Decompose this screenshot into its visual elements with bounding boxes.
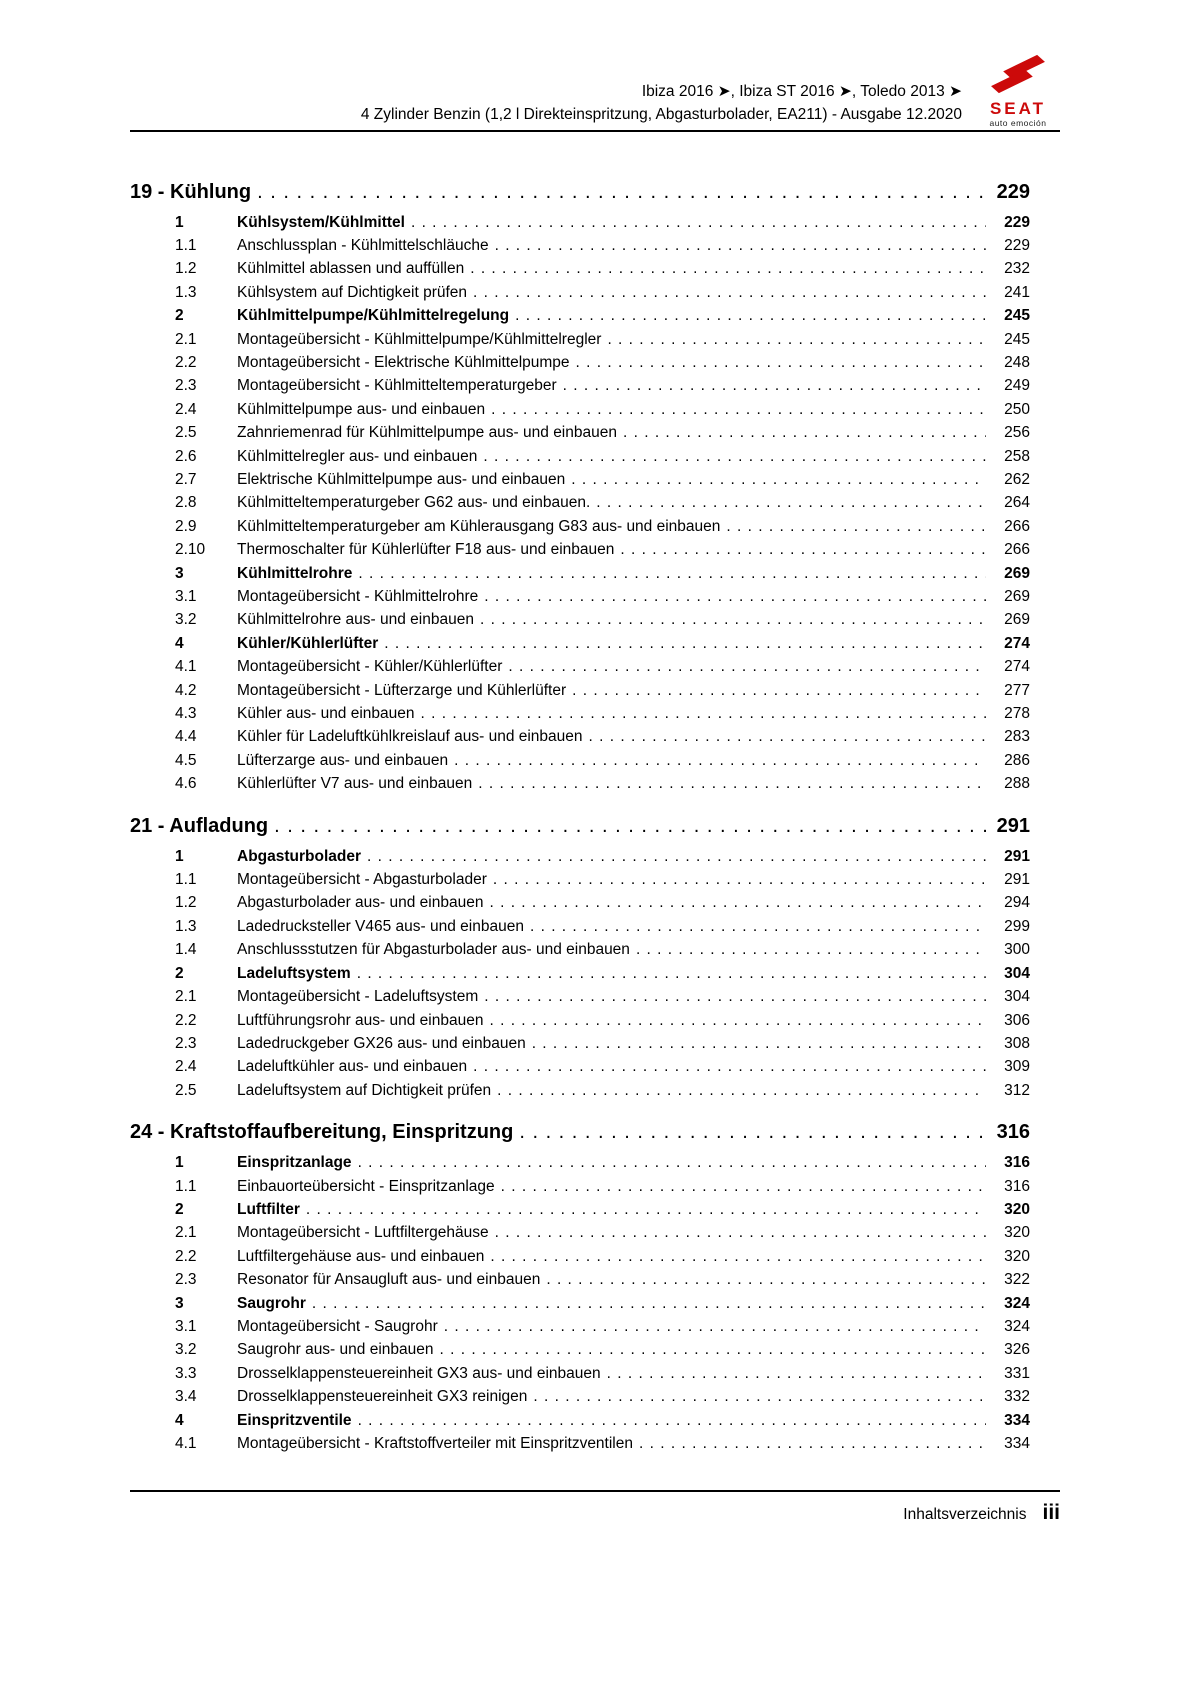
toc-entry	[130, 1268, 1060, 1291]
entry-number: 4.5	[175, 751, 197, 769]
toc-entry	[130, 1338, 1060, 1361]
toc-entry	[130, 538, 1060, 561]
seat-tagline-text: auto emoción	[989, 118, 1047, 128]
entry-page: 320	[1004, 1247, 1030, 1265]
toc-entry	[130, 655, 1060, 678]
entry-dot-leader	[473, 281, 986, 304]
entry-number: 1	[175, 1154, 184, 1172]
toc-entry	[130, 351, 1060, 374]
entry-number: 4.4	[175, 728, 197, 746]
entry-dot-leader	[576, 351, 986, 374]
entry-page: 266	[1004, 541, 1030, 559]
chapter-entries	[130, 211, 1060, 796]
toc-entry	[130, 1432, 1060, 1455]
entry-title: Elektrische Kühlmittelpumpe aus- und einbauen	[237, 470, 566, 488]
entry-page: 322	[1004, 1271, 1030, 1289]
entry-number: 2.10	[175, 541, 206, 559]
toc-entry	[130, 632, 1060, 655]
entry-dot-leader	[495, 1221, 986, 1244]
entry-dot-leader	[533, 1385, 986, 1408]
entry-page: 274	[1004, 634, 1030, 652]
entry-number: 3.4	[175, 1388, 197, 1406]
entry-title: Montageübersicht - Saugrohr	[237, 1317, 438, 1335]
entry-dot-leader	[312, 1292, 986, 1315]
entry-number: 2.5	[175, 1081, 197, 1099]
toc-chapter-heading	[130, 1119, 1060, 1146]
toc-entry	[130, 938, 1060, 961]
entry-dot-leader	[411, 211, 986, 234]
entry-title: Montageübersicht - Luftfiltergehäuse	[237, 1224, 489, 1242]
toc-entry	[130, 1245, 1060, 1268]
entry-number: 2.3	[175, 1271, 197, 1289]
toc-chapter-heading	[130, 813, 1060, 840]
chapter-dot-leader	[257, 179, 986, 206]
entry-page: 309	[1004, 1058, 1030, 1076]
entry-dot-leader	[623, 421, 986, 444]
entry-title: Ladeluftsystem	[237, 964, 351, 982]
toc-entry	[130, 1032, 1060, 1055]
entry-title: Abgasturbolader	[237, 847, 362, 865]
entry-number: 1.4	[175, 941, 197, 959]
entry-number: 1.2	[175, 260, 197, 278]
entry-number: 3.3	[175, 1364, 197, 1382]
entry-page: 269	[1004, 564, 1030, 582]
entry-page: 320	[1004, 1224, 1030, 1242]
entry-page: 278	[1004, 705, 1030, 723]
chapter-title: 19 - Kühlung	[130, 180, 252, 203]
entry-dot-leader	[571, 468, 986, 491]
entry-title: Anschlussplan - Kühlmittelschläuche	[237, 236, 489, 254]
toc-entry	[130, 445, 1060, 468]
toc-entry	[130, 679, 1060, 702]
entry-page: 312	[1004, 1081, 1030, 1099]
entry-number: 1.1	[175, 236, 197, 254]
entry-page: 306	[1004, 1011, 1030, 1029]
entry-number: 1	[175, 847, 184, 865]
toc-entry	[130, 1409, 1060, 1432]
entry-dot-leader	[563, 374, 986, 397]
entry-page: 241	[1004, 283, 1030, 301]
toc-entry	[130, 562, 1060, 585]
entry-page: 245	[1004, 307, 1030, 325]
entry-dot-leader	[639, 1432, 986, 1455]
toc-chapter-heading	[130, 179, 1060, 206]
toc-entry	[130, 1292, 1060, 1315]
toc-chapter	[130, 179, 1060, 796]
entry-number: 2	[175, 1200, 184, 1218]
entry-title: Kühlsystem/Kühlmittel	[237, 213, 405, 231]
entry-title: Kühlmittelregler aus- und einbauen	[237, 447, 478, 465]
toc-entry	[130, 845, 1060, 868]
toc-entry	[130, 1055, 1060, 1078]
toc-entry	[130, 304, 1060, 327]
entry-page: 269	[1004, 588, 1030, 605]
toc-entry	[130, 211, 1060, 234]
toc-entry	[130, 1079, 1060, 1102]
entry-number: 3.1	[175, 588, 197, 605]
toc-entry	[130, 281, 1060, 304]
entry-dot-leader	[489, 891, 986, 914]
entry-number: 4.1	[175, 658, 197, 676]
entry-dot-leader	[636, 938, 986, 961]
entry-page: 326	[1004, 1341, 1030, 1359]
entry-number: 2.9	[175, 517, 197, 535]
entry-title: Montageübersicht - Kühlmitteltemperaturgeber	[237, 377, 557, 395]
entry-title: Ladeluftsystem auf Dichtigkeit prüfen	[237, 1081, 492, 1099]
entry-dot-leader	[508, 655, 986, 678]
entry-dot-leader	[358, 562, 986, 585]
toc-entry	[130, 585, 1060, 608]
entry-dot-leader	[484, 985, 986, 1008]
entry-page: 332	[1004, 1388, 1030, 1406]
entry-title: Saugrohr aus- und einbauen	[237, 1341, 434, 1359]
toc-entry	[130, 468, 1060, 491]
chapter-title: 24 - Kraftstoffaufbereitung, Einspritzung	[130, 1121, 514, 1144]
entry-title: Montageübersicht - Kühlmittelpumpe/Kühlmittelregler	[237, 330, 602, 348]
entry-number: 4	[175, 634, 184, 652]
entry-title: Kühlsystem auf Dichtigkeit prüfen	[237, 283, 468, 301]
entry-number: 4.3	[175, 705, 197, 723]
toc-entry	[130, 702, 1060, 725]
entry-number: 2.4	[175, 400, 197, 418]
entry-page: 269	[1004, 611, 1030, 629]
toc-entry	[130, 868, 1060, 891]
entry-dot-leader	[572, 679, 986, 702]
chapter-title: 21 - Aufladung	[130, 814, 269, 837]
entry-number: 1.2	[175, 894, 197, 912]
header-models-line: Ibiza 2016 ➤, Ibiza ST 2016 ➤, Toledo 2013 ➤	[641, 82, 962, 100]
toc-entry	[130, 1315, 1060, 1338]
entry-number: 3.2	[175, 1341, 197, 1359]
entry-number: 1.1	[175, 871, 197, 889]
entry-dot-leader	[490, 1245, 986, 1268]
entry-dot-leader	[515, 304, 986, 327]
toc-entry	[130, 1198, 1060, 1221]
entry-title: Montageübersicht - Kühler/Kühlerlüfter	[237, 658, 503, 676]
entry-number: 2.8	[175, 494, 197, 512]
entry-title: Einspritzanlage	[237, 1154, 352, 1172]
entry-page: 334	[1004, 1435, 1030, 1452]
chapter-dot-leader	[519, 1119, 986, 1146]
entry-page: 288	[1004, 775, 1030, 793]
entry-page: 320	[1004, 1200, 1030, 1218]
toc-entry	[130, 421, 1060, 444]
entry-title: Kühlmitteltemperaturgeber G62 aus- und einbauen.	[237, 494, 591, 512]
toc-entry	[130, 891, 1060, 914]
entry-number: 3.2	[175, 611, 197, 629]
entry-page: 291	[1004, 871, 1030, 889]
entry-page: 304	[1004, 964, 1030, 982]
entry-page: 258	[1004, 447, 1030, 465]
entry-dot-leader	[589, 725, 986, 748]
entry-number: 2.5	[175, 424, 197, 442]
entry-title: Saugrohr	[237, 1294, 306, 1312]
chapter-entries	[130, 845, 1060, 1102]
page-footer	[130, 1490, 1060, 1525]
entry-dot-leader	[478, 772, 986, 795]
entry-number: 1.3	[175, 917, 197, 935]
entry-title: Kühlmittelpumpe/Kühlmittelregelung	[237, 307, 510, 325]
entry-number: 2.2	[175, 353, 197, 371]
chapter-page: 316	[996, 1121, 1030, 1144]
entry-page: 294	[1004, 894, 1030, 912]
entry-dot-leader	[491, 398, 986, 421]
toc-entry	[130, 985, 1060, 1008]
entry-page: 248	[1004, 353, 1030, 371]
entry-page: 316	[1004, 1177, 1030, 1195]
toc-entry	[130, 1385, 1060, 1408]
page-header	[130, 54, 1060, 130]
entry-dot-leader	[607, 328, 986, 351]
entry-title: Einspritzventile	[237, 1411, 352, 1429]
toc-entry	[130, 1362, 1060, 1385]
entry-page: 299	[1004, 917, 1030, 935]
entry-title: Abgasturbolader aus- und einbauen	[237, 894, 484, 912]
entry-page: 316	[1004, 1154, 1030, 1172]
entry-title: Einbauorteübersicht - Einspritzanlage	[237, 1177, 495, 1195]
entry-page: 286	[1004, 751, 1030, 769]
entry-number: 4	[175, 1411, 184, 1429]
entry-title: Kühlmittel ablassen und auffüllen	[237, 260, 465, 278]
entry-page: 229	[1004, 236, 1030, 254]
entry-page: 277	[1004, 681, 1030, 699]
entry-title: Montageübersicht - Abgasturbolader	[237, 871, 487, 889]
toc-entry	[130, 374, 1060, 397]
chapter-dot-leader	[274, 813, 986, 840]
entry-dot-leader	[495, 234, 986, 257]
toc-entry	[130, 772, 1060, 795]
entry-dot-leader	[439, 1338, 986, 1361]
entry-title: Ladeluftkühler aus- und einbauen	[237, 1058, 468, 1076]
entry-number: 2.3	[175, 377, 197, 395]
entry-title: Luftführungsrohr aus- und einbauen	[237, 1011, 484, 1029]
entry-number: 2.1	[175, 988, 197, 1006]
entry-title: Luftfilter	[237, 1200, 300, 1218]
entry-title: Anschlussstutzen für Abgasturbolader aus- und einbauen	[237, 941, 630, 959]
entry-number: 2	[175, 964, 184, 982]
entry-dot-leader	[607, 1362, 986, 1385]
entry-page: 256	[1004, 424, 1030, 442]
entry-page: 266	[1004, 517, 1030, 535]
entry-dot-leader	[454, 749, 986, 772]
entry-number: 1	[175, 213, 184, 231]
entry-title: Kühler/Kühlerlüfter	[237, 634, 379, 652]
entry-title: Kühler aus- und einbauen	[237, 705, 415, 723]
footer-label: Inhaltsverzeichnis	[903, 1506, 1027, 1523]
seat-s-icon	[990, 54, 1046, 98]
toc-entry	[130, 257, 1060, 280]
seat-brand-text: SEAT	[989, 99, 1047, 118]
chapter-entries	[130, 1151, 1060, 1455]
entry-page: 308	[1004, 1034, 1030, 1052]
entry-title: Kühlmitteltemperaturgeber am Kühlerausgang G83 aus- und einbauen	[237, 517, 721, 535]
entry-number: 3	[175, 564, 184, 582]
toc-chapter	[130, 1119, 1060, 1455]
header-engine-line: 4 Zylinder Benzin (1,2 l Direkteinspritzung, Abgasturbolader, EA211) - Ausgabe 12.2020	[360, 105, 962, 123]
header-text-block	[361, 80, 962, 126]
toc-entry	[130, 1221, 1060, 1244]
entry-number: 3.1	[175, 1317, 197, 1335]
entry-dot-leader	[546, 1268, 986, 1291]
entry-title: Montageübersicht - Lüfterzarge und Kühlerlüfter	[237, 681, 567, 699]
entry-dot-leader	[480, 608, 986, 631]
entry-dot-leader	[470, 257, 986, 280]
chapter-page: 229	[996, 180, 1030, 203]
entry-page: 334	[1004, 1411, 1030, 1429]
entry-page: 324	[1004, 1294, 1030, 1312]
entry-page: 274	[1004, 658, 1030, 676]
toc-entry	[130, 398, 1060, 421]
entry-title: Montageübersicht - Kraftstoffverteiler mit Einspritzventilen	[237, 1435, 633, 1452]
entry-page: 262	[1004, 470, 1030, 488]
entry-dot-leader	[726, 515, 986, 538]
entry-title: Thermoschalter für Kühlerlüfter F18 aus- und einbauen	[237, 541, 615, 559]
entry-number: 2.4	[175, 1058, 197, 1076]
entry-dot-leader	[493, 868, 986, 891]
entry-page: 229	[1004, 213, 1030, 231]
entry-dot-leader	[473, 1055, 986, 1078]
entry-page: 331	[1004, 1364, 1030, 1382]
entry-dot-leader	[384, 632, 986, 655]
toc-entry	[130, 608, 1060, 631]
entry-title: Kühlerlüfter V7 aus- und einbauen	[237, 775, 473, 793]
entry-number: 1.1	[175, 1177, 197, 1195]
toc-entry	[130, 725, 1060, 748]
toc-entry	[130, 962, 1060, 985]
toc-entry	[130, 749, 1060, 772]
entry-page: 300	[1004, 941, 1030, 959]
toc-entry	[130, 515, 1060, 538]
entry-dot-leader	[357, 962, 986, 985]
entry-number: 2.3	[175, 1034, 197, 1052]
entry-title: Kühler für Ladeluftkühlkreislauf aus- und einbauen	[237, 728, 583, 746]
entry-dot-leader	[444, 1315, 986, 1338]
entry-number: 4.6	[175, 775, 197, 793]
entry-page: 291	[1004, 847, 1030, 865]
toc-entry	[130, 915, 1060, 938]
entry-dot-leader	[421, 702, 986, 725]
entry-number: 1.3	[175, 283, 197, 301]
entry-number: 2.2	[175, 1011, 197, 1029]
entry-title: Montageübersicht - Ladeluftsystem	[237, 988, 479, 1006]
entry-dot-leader	[483, 445, 986, 468]
entry-page: 304	[1004, 988, 1030, 1006]
entry-title: Ladedrucksteller V465 aus- und einbauen	[237, 917, 524, 935]
toc-entry	[130, 1009, 1060, 1032]
entry-dot-leader	[620, 538, 986, 561]
entry-title: Montageübersicht - Kühlmittelrohre	[237, 588, 479, 605]
entry-number: 3	[175, 1294, 184, 1312]
entry-dot-leader	[489, 1009, 986, 1032]
entry-dot-leader	[358, 1151, 986, 1174]
toc-entry	[130, 1175, 1060, 1198]
footer-page-number: iii	[1042, 1501, 1060, 1524]
entry-page: 245	[1004, 330, 1030, 348]
toc-entry	[130, 1151, 1060, 1174]
toc-entry	[130, 328, 1060, 351]
entry-page: 264	[1004, 494, 1030, 512]
entry-title: Drosselklappensteuereinheit GX3 reinigen	[237, 1388, 528, 1406]
entry-page: 249	[1004, 377, 1030, 395]
entry-dot-leader	[596, 491, 986, 514]
toc-entry	[130, 491, 1060, 514]
entry-number: 2.2	[175, 1247, 197, 1265]
entry-title: Ladedruckgeber GX26 aus- und einbauen	[237, 1034, 526, 1052]
entry-number: 2	[175, 307, 184, 325]
seat-logo	[976, 54, 1060, 128]
entry-page: 324	[1004, 1317, 1030, 1335]
toc-chapter	[130, 813, 1060, 1102]
entry-dot-leader	[501, 1175, 986, 1198]
entry-number: 2.7	[175, 470, 197, 488]
entry-number: 2.1	[175, 1224, 197, 1242]
entry-title: Drosselklappensteuereinheit GX3 aus- und einbauen	[237, 1364, 601, 1382]
entry-title: Luftfiltergehäuse aus- und einbauen	[237, 1247, 485, 1265]
entry-title: Kühlmittelpumpe aus- und einbauen	[237, 400, 486, 418]
entry-dot-leader	[367, 845, 986, 868]
entry-title: Lüfterzarge aus- und einbauen	[237, 751, 449, 769]
entry-title: Kühlmittelrohre aus- und einbauen	[237, 611, 474, 629]
entry-dot-leader	[532, 1032, 986, 1055]
entry-title: Zahnriemenrad für Kühlmittelpumpe aus- und einbauen	[237, 424, 617, 442]
entry-number: 4.2	[175, 681, 197, 699]
entry-dot-leader	[306, 1198, 986, 1221]
entry-number: 2.1	[175, 330, 197, 348]
entry-number: 2.6	[175, 447, 197, 465]
entry-dot-leader	[497, 1079, 986, 1102]
chapter-page: 291	[996, 814, 1030, 837]
entry-title: Resonator für Ansaugluft aus- und einbauen	[237, 1271, 541, 1289]
entry-page: 283	[1004, 728, 1030, 746]
toc	[130, 132, 1060, 1456]
entry-title: Kühlmittelrohre	[237, 564, 353, 582]
entry-dot-leader	[358, 1409, 986, 1432]
entry-dot-leader	[484, 585, 986, 608]
entry-title: Montageübersicht - Elektrische Kühlmittelpumpe	[237, 353, 570, 371]
entry-page: 250	[1004, 400, 1030, 418]
toc-entry	[130, 234, 1060, 257]
entry-page: 232	[1004, 260, 1030, 278]
entry-number: 4.1	[175, 1435, 197, 1452]
entry-dot-leader	[530, 915, 986, 938]
